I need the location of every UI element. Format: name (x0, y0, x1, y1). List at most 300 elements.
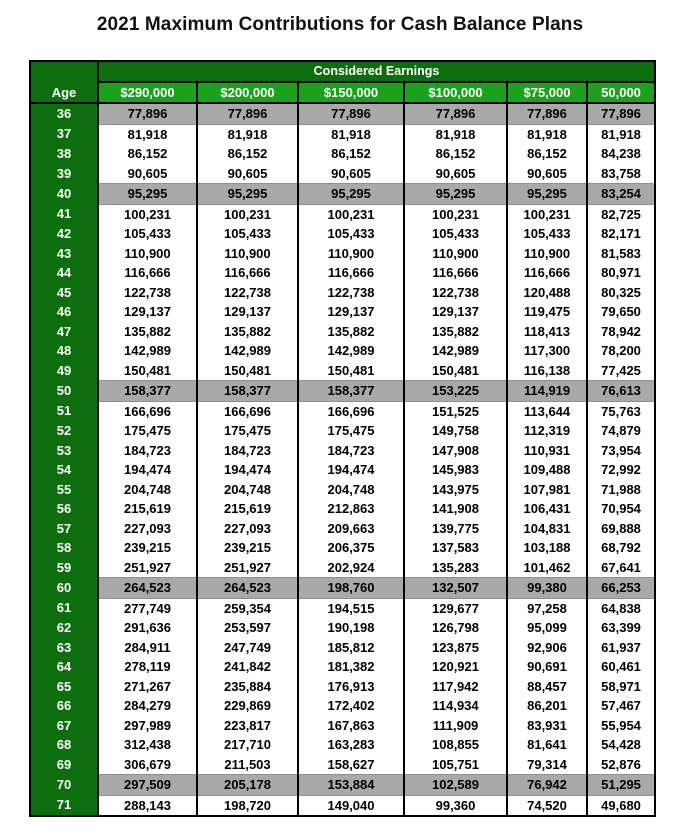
table-row (30, 341, 655, 361)
contribution-cell: 57,467 (587, 696, 655, 716)
age-cell: 68 (30, 735, 98, 755)
contribution-cell: 253,597 (197, 618, 298, 638)
contribution-cell: 123,875 (404, 638, 507, 658)
contribution-cell: 142,989 (98, 341, 197, 361)
contribution-cell: 158,377 (98, 381, 197, 402)
column-header-age: Age (30, 82, 98, 103)
contribution-cell: 52,876 (587, 755, 655, 775)
contribution-cell: 74,879 (587, 421, 655, 441)
age-cell: 55 (30, 480, 98, 500)
contribution-cell: 153,225 (404, 381, 507, 402)
contribution-cell: 150,481 (98, 361, 197, 381)
contribution-cell: 284,279 (98, 696, 197, 716)
contribution-cell: 194,474 (298, 460, 404, 480)
contribution-cell: 135,882 (404, 322, 507, 342)
contribution-cell: 229,869 (197, 696, 298, 716)
contribution-cell: 204,748 (197, 480, 298, 500)
contribution-cell: 259,354 (197, 598, 298, 618)
contribution-cell: 80,325 (587, 283, 655, 303)
contribution-cell: 137,583 (404, 538, 507, 558)
contribution-cell: 291,636 (98, 618, 197, 638)
contribution-cell: 105,433 (298, 224, 404, 244)
table-row (30, 322, 655, 342)
contribution-cell: 90,605 (98, 164, 197, 184)
contribution-cell: 86,152 (197, 144, 298, 164)
contribution-cell: 116,666 (298, 263, 404, 283)
contribution-cell: 166,696 (98, 401, 197, 421)
contribution-cell: 181,382 (298, 657, 404, 677)
table-row (30, 263, 655, 283)
contribution-cell: 175,475 (98, 421, 197, 441)
contribution-cell: 104,831 (507, 519, 587, 539)
age-cell: 43 (30, 244, 98, 264)
contribution-cell: 110,900 (98, 244, 197, 264)
contribution-cell: 100,231 (507, 204, 587, 224)
contribution-cell: 129,137 (197, 302, 298, 322)
contribution-cell: 204,748 (98, 480, 197, 500)
contribution-cell: 81,918 (298, 124, 404, 144)
contribution-cell: 150,481 (197, 361, 298, 381)
contribution-cell: 153,884 (298, 775, 404, 796)
contribution-cell: 107,981 (507, 480, 587, 500)
age-cell: 36 (30, 103, 98, 124)
contribution-cell: 227,093 (197, 519, 298, 539)
table-row (30, 204, 655, 224)
age-cell: 40 (30, 184, 98, 205)
table-row (30, 302, 655, 322)
age-cell: 56 (30, 499, 98, 519)
contribution-cell: 110,900 (404, 244, 507, 264)
contribution-cell: 185,812 (298, 638, 404, 658)
contribution-cell: 99,360 (404, 795, 507, 816)
contribution-cell: 116,138 (507, 361, 587, 381)
contribution-cell: 105,751 (404, 755, 507, 775)
contribution-cell: 198,760 (298, 578, 404, 599)
contribution-cell: 206,375 (298, 538, 404, 558)
contribution-cell: 223,817 (197, 716, 298, 736)
contribution-cell: 122,738 (404, 283, 507, 303)
contribution-cell: 142,989 (197, 341, 298, 361)
contribution-cell: 247,749 (197, 638, 298, 658)
contribution-cell: 58,971 (587, 677, 655, 697)
contribution-cell: 235,884 (197, 677, 298, 697)
contribution-cell: 83,758 (587, 164, 655, 184)
contribution-cell: 90,605 (197, 164, 298, 184)
contribution-cell: 117,942 (404, 677, 507, 697)
contribution-cell: 312,438 (98, 735, 197, 755)
contribution-cell: 284,911 (98, 638, 197, 658)
group-header-row (30, 61, 655, 82)
age-cell: 65 (30, 677, 98, 697)
table-row (30, 184, 655, 205)
age-cell: 52 (30, 421, 98, 441)
contribution-cell: 76,613 (587, 381, 655, 402)
contribution-cell: 184,723 (298, 441, 404, 461)
contribution-cell: 95,295 (98, 184, 197, 205)
contribution-cell: 264,523 (197, 578, 298, 599)
table-row (30, 460, 655, 480)
contribution-cell: 54,428 (587, 735, 655, 755)
table-row (30, 775, 655, 796)
table-row (30, 421, 655, 441)
contribution-cell: 122,738 (98, 283, 197, 303)
contribution-cell: 143,975 (404, 480, 507, 500)
age-cell: 39 (30, 164, 98, 184)
contribution-cell: 116,666 (507, 263, 587, 283)
table-row (30, 677, 655, 697)
contribution-cell: 77,896 (404, 103, 507, 124)
contribution-cell: 239,215 (98, 538, 197, 558)
age-cell: 38 (30, 144, 98, 164)
contribution-cell: 120,488 (507, 283, 587, 303)
age-cell: 45 (30, 283, 98, 303)
contribution-cell: 150,481 (404, 361, 507, 381)
table-row (30, 124, 655, 144)
contribution-cell: 81,583 (587, 244, 655, 264)
contribution-cell: 79,650 (587, 302, 655, 322)
contribution-cell: 175,475 (197, 421, 298, 441)
column-header-row (30, 82, 655, 103)
table-header (30, 61, 655, 103)
contribution-cell: 129,137 (298, 302, 404, 322)
contribution-cell: 297,509 (98, 775, 197, 796)
contribution-cell: 149,758 (404, 421, 507, 441)
contribution-cell: 251,927 (98, 558, 197, 578)
contribution-cell: 108,855 (404, 735, 507, 755)
contribution-cell: 70,954 (587, 499, 655, 519)
contribution-cell: 142,989 (298, 341, 404, 361)
contribution-cell: 90,605 (298, 164, 404, 184)
contribution-cell: 100,231 (404, 204, 507, 224)
contribution-cell: 117,300 (507, 341, 587, 361)
contribution-cell: 264,523 (98, 578, 197, 599)
contribution-cell: 211,503 (197, 755, 298, 775)
table-row (30, 638, 655, 658)
contribution-cell: 84,238 (587, 144, 655, 164)
contribution-cell: 83,254 (587, 184, 655, 205)
contribution-cell: 227,093 (98, 519, 197, 539)
contribution-cell: 77,425 (587, 361, 655, 381)
age-cell: 62 (30, 618, 98, 638)
contribution-cell: 288,143 (98, 795, 197, 816)
contribution-cell: 64,838 (587, 598, 655, 618)
age-cell: 37 (30, 124, 98, 144)
contribution-cell: 184,723 (98, 441, 197, 461)
contribution-cell: 120,921 (404, 657, 507, 677)
age-cell: 66 (30, 696, 98, 716)
contribution-cell: 158,627 (298, 755, 404, 775)
contribution-cell: 110,900 (197, 244, 298, 264)
table-row (30, 558, 655, 578)
contribution-cell: 95,295 (197, 184, 298, 205)
age-cell: 63 (30, 638, 98, 658)
contribution-cell: 101,462 (507, 558, 587, 578)
contribution-cell: 95,099 (507, 618, 587, 638)
age-cell: 51 (30, 401, 98, 421)
contribution-cell: 81,641 (507, 735, 587, 755)
contribution-cell: 81,918 (587, 124, 655, 144)
table-row (30, 103, 655, 124)
contribution-cell: 278,119 (98, 657, 197, 677)
age-cell: 67 (30, 716, 98, 736)
table-row (30, 795, 655, 816)
contribution-cell: 132,507 (404, 578, 507, 599)
table-row (30, 519, 655, 539)
contribution-cell: 105,433 (507, 224, 587, 244)
column-header-earnings: $290,000 (98, 82, 197, 103)
contribution-cell: 77,896 (197, 103, 298, 124)
contribution-cell: 79,314 (507, 755, 587, 775)
contribution-cell: 141,908 (404, 499, 507, 519)
contribution-cell: 105,433 (404, 224, 507, 244)
contribution-cell: 176,913 (298, 677, 404, 697)
contribution-cell: 190,198 (298, 618, 404, 638)
contribution-cell: 194,474 (98, 460, 197, 480)
contribution-cell: 55,954 (587, 716, 655, 736)
contribution-cell: 297,989 (98, 716, 197, 736)
contribution-cell: 78,942 (587, 322, 655, 342)
contribution-cell: 215,619 (197, 499, 298, 519)
contribution-cell: 103,188 (507, 538, 587, 558)
table-row (30, 598, 655, 618)
contribution-cell: 77,896 (298, 103, 404, 124)
contribution-cell: 129,677 (404, 598, 507, 618)
contribution-cell: 82,725 (587, 204, 655, 224)
contribution-cell: 86,201 (507, 696, 587, 716)
contribution-cell: 111,909 (404, 716, 507, 736)
table-row (30, 735, 655, 755)
contribution-cell: 129,137 (98, 302, 197, 322)
contribution-cell: 239,215 (197, 538, 298, 558)
age-cell: 58 (30, 538, 98, 558)
contribution-cell: 212,863 (298, 499, 404, 519)
age-cell: 70 (30, 775, 98, 796)
contribution-cell: 215,619 (98, 499, 197, 519)
contribution-cell: 110,931 (507, 441, 587, 461)
contribution-cell: 82,171 (587, 224, 655, 244)
contribution-cell: 95,295 (507, 184, 587, 205)
contribution-cell: 90,605 (404, 164, 507, 184)
contribution-cell: 202,924 (298, 558, 404, 578)
contribution-cell: 110,900 (507, 244, 587, 264)
table-row (30, 164, 655, 184)
contribution-cell: 61,937 (587, 638, 655, 658)
contribution-cell: 209,663 (298, 519, 404, 539)
contribution-cell: 158,377 (197, 381, 298, 402)
table-row (30, 144, 655, 164)
column-header-earnings: $150,000 (298, 82, 404, 103)
age-cell: 54 (30, 460, 98, 480)
contribution-cell: 163,283 (298, 735, 404, 755)
table-row (30, 441, 655, 461)
age-cell: 42 (30, 224, 98, 244)
contribution-cell: 277,749 (98, 598, 197, 618)
contribution-cell: 147,908 (404, 441, 507, 461)
age-cell: 50 (30, 381, 98, 402)
contribution-cell: 116,666 (197, 263, 298, 283)
contribution-cell: 63,399 (587, 618, 655, 638)
contribution-cell: 77,896 (507, 103, 587, 124)
age-cell: 64 (30, 657, 98, 677)
contribution-cell: 135,882 (98, 322, 197, 342)
contribution-cell: 167,863 (298, 716, 404, 736)
contribution-cell: 109,488 (507, 460, 587, 480)
age-cell: 44 (30, 263, 98, 283)
contribution-cell: 271,267 (98, 677, 197, 697)
contribution-cell: 194,515 (298, 598, 404, 618)
age-cell: 69 (30, 755, 98, 775)
contribution-cell: 88,457 (507, 677, 587, 697)
contribution-cell: 81,918 (404, 124, 507, 144)
contribution-cell: 77,896 (587, 103, 655, 124)
contribution-cell: 139,775 (404, 519, 507, 539)
contribution-cell: 142,989 (404, 341, 507, 361)
contribution-cell: 151,525 (404, 401, 507, 421)
contribution-cell: 135,283 (404, 558, 507, 578)
table-row (30, 499, 655, 519)
age-cell: 61 (30, 598, 98, 618)
contribution-cell: 81,918 (507, 124, 587, 144)
contribution-cell: 119,475 (507, 302, 587, 322)
contribution-cell: 175,475 (298, 421, 404, 441)
age-cell: 71 (30, 795, 98, 816)
contribution-cell: 145,983 (404, 460, 507, 480)
contribution-cell: 166,696 (197, 401, 298, 421)
contribution-cell: 90,691 (507, 657, 587, 677)
contribution-cell: 116,666 (98, 263, 197, 283)
contribution-cell: 74,520 (507, 795, 587, 816)
contribution-cell: 75,763 (587, 401, 655, 421)
age-cell: 59 (30, 558, 98, 578)
contribution-cell: 126,798 (404, 618, 507, 638)
contribution-cell: 135,882 (197, 322, 298, 342)
header-corner (30, 61, 98, 82)
group-header-considered-earnings: Considered Earnings (98, 61, 655, 82)
age-cell: 53 (30, 441, 98, 461)
age-cell: 46 (30, 302, 98, 322)
contribution-cell: 81,918 (197, 124, 298, 144)
table-row (30, 538, 655, 558)
column-header-earnings: $200,000 (197, 82, 298, 103)
contribution-cell: 49,680 (587, 795, 655, 816)
contribution-cell: 135,882 (298, 322, 404, 342)
contribution-cell: 66,253 (587, 578, 655, 599)
contribution-cell: 100,231 (298, 204, 404, 224)
column-header-earnings: 50,000 (587, 82, 655, 103)
table-row (30, 578, 655, 599)
age-cell: 41 (30, 204, 98, 224)
table-row (30, 283, 655, 303)
contribution-cell: 72,992 (587, 460, 655, 480)
age-cell: 57 (30, 519, 98, 539)
age-cell: 47 (30, 322, 98, 342)
table-row (30, 381, 655, 402)
contribution-cell: 105,433 (98, 224, 197, 244)
contribution-cell: 71,988 (587, 480, 655, 500)
contribution-cell: 95,295 (298, 184, 404, 205)
contribution-cell: 77,896 (98, 103, 197, 124)
table-row (30, 716, 655, 736)
contribution-cell: 122,738 (197, 283, 298, 303)
contribution-cell: 86,152 (98, 144, 197, 164)
contribution-cell: 204,748 (298, 480, 404, 500)
contribution-cell: 83,931 (507, 716, 587, 736)
contribution-cell: 150,481 (298, 361, 404, 381)
contribution-cell: 78,200 (587, 341, 655, 361)
contribution-cell: 122,738 (298, 283, 404, 303)
table-row (30, 480, 655, 500)
table-row (30, 401, 655, 421)
contribution-cell: 92,906 (507, 638, 587, 658)
table-row (30, 755, 655, 775)
contribution-cell: 172,402 (298, 696, 404, 716)
contribution-cell: 306,679 (98, 755, 197, 775)
contribution-cell: 69,888 (587, 519, 655, 539)
contribution-cell: 217,710 (197, 735, 298, 755)
contribution-cell: 166,696 (298, 401, 404, 421)
contribution-cell: 205,178 (197, 775, 298, 796)
contribution-cell: 86,152 (298, 144, 404, 164)
table-body (30, 103, 655, 816)
contribution-cell: 116,666 (404, 263, 507, 283)
contribution-cell: 99,380 (507, 578, 587, 599)
page-title: 2021 Maximum Contributions for Cash Balance Plans (96, 14, 584, 35)
contribution-cell: 113,644 (507, 401, 587, 421)
contribution-cell: 86,152 (507, 144, 587, 164)
table-row (30, 224, 655, 244)
contribution-cell: 106,431 (507, 499, 587, 519)
contribution-cell: 80,971 (587, 263, 655, 283)
contribution-cell: 194,474 (197, 460, 298, 480)
contribution-cell: 241,842 (197, 657, 298, 677)
contribution-cell: 67,641 (587, 558, 655, 578)
column-header-earnings: $100,000 (404, 82, 507, 103)
contribution-cell: 114,934 (404, 696, 507, 716)
table-row (30, 244, 655, 264)
contribution-cell: 158,377 (298, 381, 404, 402)
contribution-cell: 86,152 (404, 144, 507, 164)
contribution-cell: 68,792 (587, 538, 655, 558)
contribution-cell: 129,137 (404, 302, 507, 322)
age-cell: 49 (30, 361, 98, 381)
contribution-cell: 81,918 (98, 124, 197, 144)
age-cell: 60 (30, 578, 98, 599)
table-row (30, 657, 655, 677)
contribution-cell: 60,461 (587, 657, 655, 677)
contribution-cell: 102,589 (404, 775, 507, 796)
contribution-cell: 114,919 (507, 381, 587, 402)
contribution-cell: 73,954 (587, 441, 655, 461)
age-cell: 48 (30, 341, 98, 361)
table-row (30, 696, 655, 716)
contribution-cell: 90,605 (507, 164, 587, 184)
contribution-cell: 105,433 (197, 224, 298, 244)
contribution-cell: 251,927 (197, 558, 298, 578)
contribution-cell: 184,723 (197, 441, 298, 461)
table-row (30, 361, 655, 381)
contributions-table (29, 60, 656, 817)
contribution-cell: 95,295 (404, 184, 507, 205)
contribution-cell: 112,319 (507, 421, 587, 441)
column-header-earnings: $75,000 (507, 82, 587, 103)
contribution-cell: 76,942 (507, 775, 587, 796)
contribution-cell: 118,413 (507, 322, 587, 342)
contribution-cell: 110,900 (298, 244, 404, 264)
contribution-cell: 51,295 (587, 775, 655, 796)
table-row (30, 618, 655, 638)
contribution-cell: 100,231 (98, 204, 197, 224)
contribution-cell: 149,040 (298, 795, 404, 816)
